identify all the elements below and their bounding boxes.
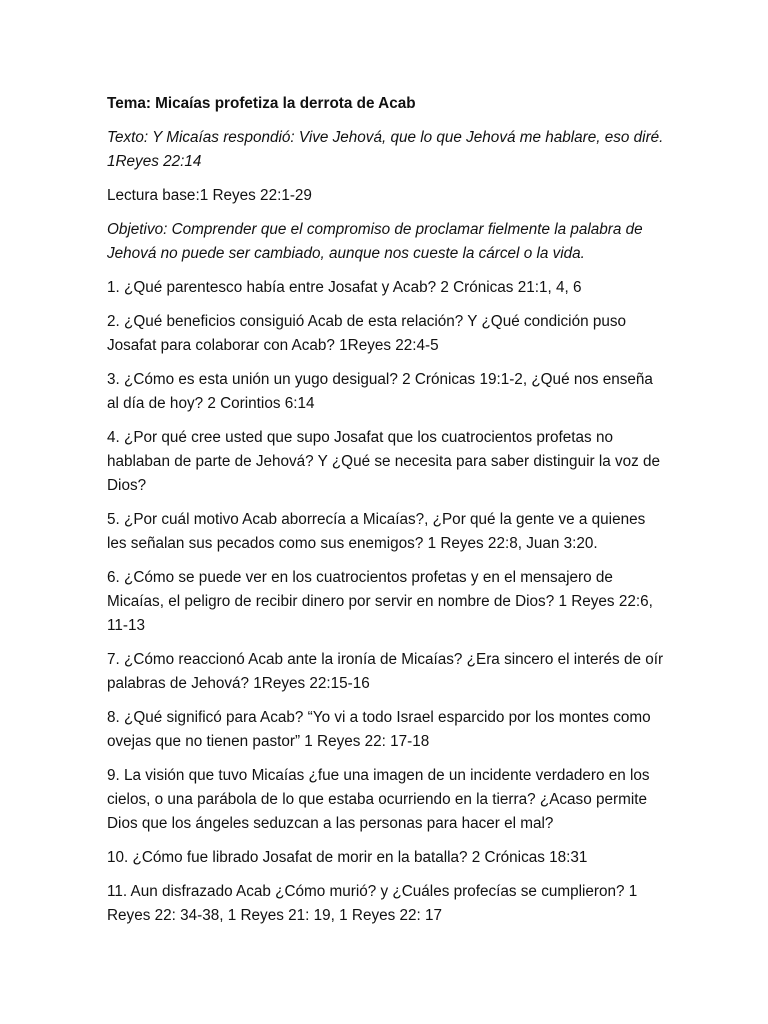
question-list — [107, 276, 667, 928]
question-10: 10. ¿Cómo fue librado Josafat de morir en la batalla? 2 Crónicas 18:31 — [107, 849, 588, 866]
key-verse: Texto: Y Micaías respondió: Vive Jehová, que lo que Jehová me hablare, eso diré. 1Reyes 22:14 — [107, 129, 664, 170]
document-title: Tema: Micaías profetiza la derrota de Acab — [107, 95, 416, 112]
question-6: 6. ¿Cómo se puede ver en los cuatrocientos profetas y en el mensajero de Micaías, el peligro de recibir dinero por servir en nombre de Dios? 1 Reyes 22:6, 11-13 — [107, 569, 653, 634]
base-reading: Lectura base:1 Reyes 22:1-29 — [107, 187, 312, 204]
question-3: 3. ¿Cómo es esta unión un yugo desigual? 2 Crónicas 19:1-2, ¿Qué nos enseña al día de hoy? 2 Corintios 6:14 — [107, 371, 653, 412]
question-8: 8. ¿Qué significó para Acab? “Yo vi a todo Israel esparcido por los montes como ovejas que no tienen pastor” 1 Reyes 22: 17-18 — [107, 709, 651, 750]
question-11: 11. Aun disfrazado Acab ¿Cómo murió? y ¿Cuáles profecías se cumplieron? 1 Reyes 22: 34-38, 1 Reyes 21: 19, 1 Reyes 22: 17 — [107, 883, 638, 924]
document-page — [107, 92, 667, 938]
question-1: 1. ¿Qué parentesco había entre Josafat y Acab? 2 Crónicas 21:1, 4, 6 — [107, 279, 582, 296]
objective: Objetivo: Comprender que el compromiso de proclamar fielmente la palabra de Jehová no puede ser cambiado, aunque nos cueste la cárcel o la vida. — [107, 221, 643, 262]
question-9: 9. La visión que tuvo Micaías ¿fue una imagen de un incidente verdadero en los cielos, o una parábola de lo que estaba ocurriendo en la tierra? ¿Acaso permite Dios que los ángeles seduzcan a las personas para hacer el mal? — [107, 767, 650, 832]
question-2: 2. ¿Qué beneficios consiguió Acab de esta relación? Y ¿Qué condición puso Josafat para colaborar con Acab? 1Reyes 22:4-5 — [107, 313, 627, 354]
question-7: 7. ¿Cómo reaccionó Acab ante la ironía de Micaías? ¿Era sincero el interés de oír palabras de Jehová? 1Reyes 22:15-16 — [107, 651, 664, 692]
question-5: 5. ¿Por cuál motivo Acab aborrecía a Micaías?, ¿Por qué la gente ve a quienes les señalan sus pecados como sus enemigos? 1 Reyes 22:8, Juan 3:20. — [107, 511, 646, 552]
question-4: 4. ¿Por qué cree usted que supo Josafat que los cuatrocientos profetas no hablaban de parte de Jehová? Y ¿Qué se necesita para saber distinguir la voz de Dios? — [107, 429, 661, 494]
